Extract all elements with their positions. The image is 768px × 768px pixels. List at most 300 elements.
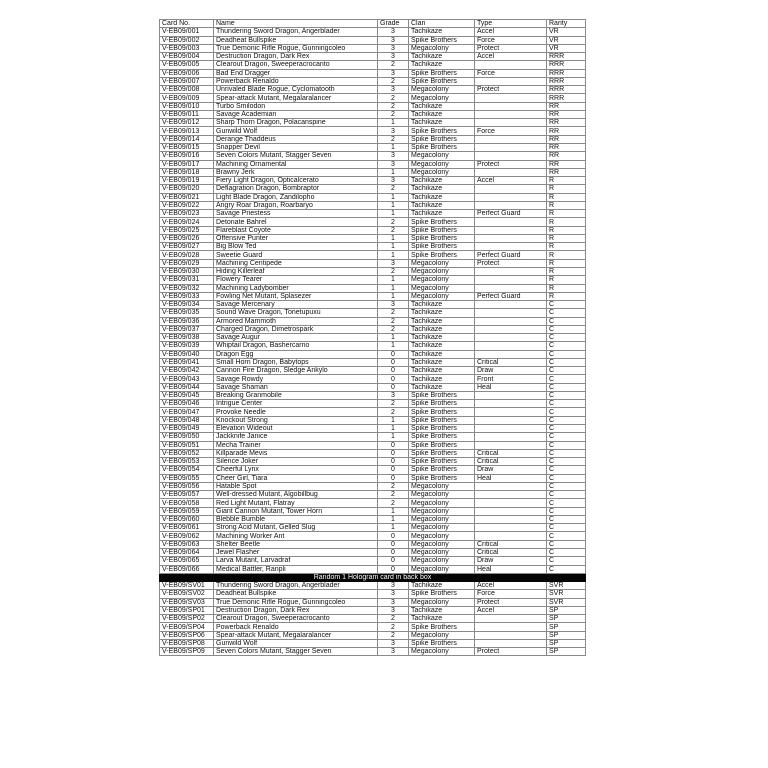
cell-name: Charged Dragon, Dimetrospark bbox=[214, 325, 378, 333]
cell-type bbox=[475, 201, 547, 209]
cell-name: Clearout Dragon, Sweeperacrocanto bbox=[214, 615, 378, 623]
cell-grade: 0 bbox=[378, 474, 409, 482]
cell-name: Shelter Beetle bbox=[214, 540, 378, 548]
cell-type bbox=[475, 631, 547, 639]
table-row bbox=[160, 135, 586, 143]
table-row bbox=[160, 160, 586, 168]
cell-rarity: RR bbox=[547, 168, 586, 176]
cell-card-no: V-EB09/056 bbox=[160, 482, 214, 490]
cell-name: Machining Centipede bbox=[214, 259, 378, 267]
table-row bbox=[160, 383, 586, 391]
table-row bbox=[160, 350, 586, 358]
cell-clan: Megacolony bbox=[409, 292, 475, 300]
cell-type: Critical bbox=[475, 549, 547, 557]
cell-card-no: V-EB09/010 bbox=[160, 102, 214, 110]
cell-grade: 3 bbox=[378, 606, 409, 614]
cell-name: Armored Mammoth bbox=[214, 317, 378, 325]
cell-type: Accel bbox=[475, 177, 547, 185]
cell-card-no: V-EB09/032 bbox=[160, 284, 214, 292]
cell-grade: 3 bbox=[378, 259, 409, 267]
table-row bbox=[160, 623, 586, 631]
cell-name: Clearout Dragon, Sweeperacrocanto bbox=[214, 61, 378, 69]
cell-type: Draw bbox=[475, 557, 547, 565]
cell-card-no: V-EB09/002 bbox=[160, 36, 214, 44]
cell-type: Heal bbox=[475, 565, 547, 573]
cell-name: Thundering Sword Dragon, Angerblader bbox=[214, 28, 378, 36]
cell-grade: 1 bbox=[378, 210, 409, 218]
cell-grade: 1 bbox=[378, 507, 409, 515]
cell-rarity: SP bbox=[547, 639, 586, 647]
cell-type: Critical bbox=[475, 449, 547, 457]
cell-type bbox=[475, 226, 547, 234]
cell-rarity: RR bbox=[547, 160, 586, 168]
cell-name: Small Horn Dragon, Babytops bbox=[214, 358, 378, 366]
cell-card-no: V-EB09/014 bbox=[160, 135, 214, 143]
cell-card-no: V-EB09/058 bbox=[160, 499, 214, 507]
cell-name: Destruction Dragon, Dark Rex bbox=[214, 606, 378, 614]
cell-clan: Spike Brothers bbox=[409, 590, 475, 598]
cell-name: Hatable Spot bbox=[214, 482, 378, 490]
cell-name: Savage Mercenary bbox=[214, 301, 378, 309]
cell-clan: Megacolony bbox=[409, 267, 475, 275]
cell-rarity: C bbox=[547, 466, 586, 474]
cell-type bbox=[475, 416, 547, 424]
cell-rarity: RR bbox=[547, 119, 586, 127]
table-row bbox=[160, 598, 586, 606]
cell-card-no: V-EB09/042 bbox=[160, 367, 214, 375]
cell-grade: 1 bbox=[378, 276, 409, 284]
cell-card-no: V-EB09/036 bbox=[160, 317, 214, 325]
table-row bbox=[160, 474, 586, 482]
cell-name: Brawny Jerk bbox=[214, 168, 378, 176]
table-row bbox=[160, 226, 586, 234]
cell-grade: 2 bbox=[378, 226, 409, 234]
cell-rarity: C bbox=[547, 350, 586, 358]
cell-card-no: V-EB09/023 bbox=[160, 210, 214, 218]
cell-type bbox=[475, 234, 547, 242]
table-row bbox=[160, 549, 586, 557]
table-row bbox=[160, 441, 586, 449]
cell-grade: 0 bbox=[378, 549, 409, 557]
cell-name: Light Blade Dragon, Zandilopho bbox=[214, 193, 378, 201]
cell-type: Force bbox=[475, 36, 547, 44]
cell-card-no: V-EB09/030 bbox=[160, 267, 214, 275]
table-row bbox=[160, 185, 586, 193]
cell-clan: Tachikaze bbox=[409, 177, 475, 185]
cell-name: Detonate Bahrel bbox=[214, 218, 378, 226]
cell-grade: 3 bbox=[378, 639, 409, 647]
cell-type: Critical bbox=[475, 358, 547, 366]
cell-name: Cheer Girl, Tiara bbox=[214, 474, 378, 482]
cell-card-no: V-EB09/053 bbox=[160, 458, 214, 466]
cell-name: Cheerful Lynx bbox=[214, 466, 378, 474]
cell-grade: 0 bbox=[378, 466, 409, 474]
table-row bbox=[160, 86, 586, 94]
cell-clan: Tachikaze bbox=[409, 317, 475, 325]
cell-rarity: C bbox=[547, 367, 586, 375]
cell-rarity: R bbox=[547, 185, 586, 193]
cell-grade: 1 bbox=[378, 251, 409, 259]
cell-rarity: SVR bbox=[547, 598, 586, 606]
table-row bbox=[160, 309, 586, 317]
cell-name: Seven Colors Mutant, Stagger Seven bbox=[214, 648, 378, 656]
cell-rarity: C bbox=[547, 557, 586, 565]
cell-type: Perfect Guard bbox=[475, 210, 547, 218]
cell-grade: 1 bbox=[378, 119, 409, 127]
cell-name: Turbo Smilodon bbox=[214, 102, 378, 110]
cell-card-no: V-EB09/SP06 bbox=[160, 631, 214, 639]
cell-clan: Tachikaze bbox=[409, 28, 475, 36]
table-row bbox=[160, 317, 586, 325]
cell-rarity: R bbox=[547, 292, 586, 300]
card-list-table bbox=[159, 19, 586, 656]
cell-clan: Megacolony bbox=[409, 507, 475, 515]
cell-clan: Spike Brothers bbox=[409, 441, 475, 449]
cell-clan: Spike Brothers bbox=[409, 135, 475, 143]
cell-rarity: RRR bbox=[547, 69, 586, 77]
cell-rarity: RR bbox=[547, 110, 586, 118]
cell-clan: Spike Brothers bbox=[409, 69, 475, 77]
cell-grade: 2 bbox=[378, 317, 409, 325]
cell-card-no: V-EB09/SP01 bbox=[160, 606, 214, 614]
cell-type: Protect bbox=[475, 86, 547, 94]
table-row bbox=[160, 375, 586, 383]
table-row bbox=[160, 367, 586, 375]
cell-clan: Spike Brothers bbox=[409, 36, 475, 44]
cell-grade: 3 bbox=[378, 152, 409, 160]
cell-rarity: RR bbox=[547, 127, 586, 135]
cell-grade: 1 bbox=[378, 292, 409, 300]
cell-name: Savage Rowdy bbox=[214, 375, 378, 383]
cell-card-no: V-EB09/037 bbox=[160, 325, 214, 333]
cell-type: Draw bbox=[475, 367, 547, 375]
cell-type bbox=[475, 317, 547, 325]
table-row bbox=[160, 515, 586, 523]
table-row bbox=[160, 449, 586, 457]
cell-card-no: V-EB09/041 bbox=[160, 358, 214, 366]
cell-name: Powerback Renaldo bbox=[214, 77, 378, 85]
cell-grade: 3 bbox=[378, 582, 409, 590]
cell-rarity: C bbox=[547, 309, 586, 317]
cell-rarity: C bbox=[547, 375, 586, 383]
cell-clan: Spike Brothers bbox=[409, 127, 475, 135]
cell-name: Intrigue Center bbox=[214, 400, 378, 408]
cell-grade: 1 bbox=[378, 425, 409, 433]
table-row bbox=[160, 416, 586, 424]
cell-clan: Megacolony bbox=[409, 565, 475, 573]
cell-rarity: C bbox=[547, 408, 586, 416]
cell-grade: 3 bbox=[378, 44, 409, 52]
cell-card-no: V-EB09/050 bbox=[160, 433, 214, 441]
cell-grade: 1 bbox=[378, 234, 409, 242]
cell-type: Accel bbox=[475, 28, 547, 36]
cell-grade: 2 bbox=[378, 110, 409, 118]
table-row bbox=[160, 358, 586, 366]
cell-clan: Spike Brothers bbox=[409, 408, 475, 416]
cell-rarity: R bbox=[547, 259, 586, 267]
cell-rarity: SVR bbox=[547, 582, 586, 590]
cell-card-no: V-EB09/060 bbox=[160, 515, 214, 523]
cell-type bbox=[475, 119, 547, 127]
cell-clan: Tachikaze bbox=[409, 119, 475, 127]
cell-clan: Tachikaze bbox=[409, 193, 475, 201]
table-row bbox=[160, 127, 586, 135]
cell-clan: Tachikaze bbox=[409, 358, 475, 366]
cell-card-no: V-EB09/048 bbox=[160, 416, 214, 424]
cell-type bbox=[475, 218, 547, 226]
cell-grade: 0 bbox=[378, 350, 409, 358]
table-row bbox=[160, 606, 586, 614]
cell-name: Gunwild Wolf bbox=[214, 639, 378, 647]
cell-clan: Spike Brothers bbox=[409, 243, 475, 251]
cell-card-no: V-EB09/017 bbox=[160, 160, 214, 168]
table-row bbox=[160, 648, 586, 656]
table-row bbox=[160, 267, 586, 275]
cell-clan: Megacolony bbox=[409, 284, 475, 292]
cell-clan: Megacolony bbox=[409, 86, 475, 94]
cell-type bbox=[475, 400, 547, 408]
header-type: Type bbox=[475, 20, 547, 28]
cell-clan: Tachikaze bbox=[409, 615, 475, 623]
cell-name: Offensive Punter bbox=[214, 234, 378, 242]
cell-name: Savage Academian bbox=[214, 110, 378, 118]
cell-rarity: C bbox=[547, 425, 586, 433]
cell-card-no: V-EB09/027 bbox=[160, 243, 214, 251]
cell-type: Perfect Guard bbox=[475, 251, 547, 259]
cell-grade: 0 bbox=[378, 458, 409, 466]
cell-rarity: R bbox=[547, 177, 586, 185]
cell-grade: 3 bbox=[378, 301, 409, 309]
table-row bbox=[160, 69, 586, 77]
cell-grade: 3 bbox=[378, 590, 409, 598]
cell-grade: 1 bbox=[378, 342, 409, 350]
cell-name: Bad End Dragger bbox=[214, 69, 378, 77]
cell-name: Sound Wave Dragon, Tonetupuxu bbox=[214, 309, 378, 317]
cell-grade: 2 bbox=[378, 408, 409, 416]
table-row bbox=[160, 234, 586, 242]
cell-card-no: V-EB09/004 bbox=[160, 53, 214, 61]
cell-rarity: C bbox=[547, 515, 586, 523]
cell-rarity: C bbox=[547, 334, 586, 342]
cell-type: Protect bbox=[475, 160, 547, 168]
cell-rarity: R bbox=[547, 218, 586, 226]
cell-clan: Megacolony bbox=[409, 259, 475, 267]
cell-type: Heal bbox=[475, 383, 547, 391]
cell-clan: Megacolony bbox=[409, 631, 475, 639]
cell-clan: Megacolony bbox=[409, 152, 475, 160]
cell-type bbox=[475, 350, 547, 358]
table-row bbox=[160, 466, 586, 474]
cell-type: Protect bbox=[475, 44, 547, 52]
cell-clan: Tachikaze bbox=[409, 367, 475, 375]
cell-name: Cannon Fire Dragon, Sledge Ankylo bbox=[214, 367, 378, 375]
cell-rarity: R bbox=[547, 234, 586, 242]
banner-section bbox=[160, 573, 586, 581]
table-row bbox=[160, 391, 586, 399]
cell-card-no: V-EB09/025 bbox=[160, 226, 214, 234]
cell-clan: Tachikaze bbox=[409, 309, 475, 317]
cell-rarity: C bbox=[547, 441, 586, 449]
cell-card-no: V-EB09/034 bbox=[160, 301, 214, 309]
main-card-rows bbox=[160, 28, 586, 574]
cell-clan: Megacolony bbox=[409, 44, 475, 52]
cell-type bbox=[475, 615, 547, 623]
cell-rarity: C bbox=[547, 342, 586, 350]
cell-grade: 2 bbox=[378, 491, 409, 499]
cell-card-no: V-EB09/026 bbox=[160, 234, 214, 242]
cell-card-no: V-EB09/049 bbox=[160, 425, 214, 433]
cell-grade: 0 bbox=[378, 565, 409, 573]
cell-clan: Megacolony bbox=[409, 168, 475, 176]
cell-card-no: V-EB09/SP04 bbox=[160, 623, 214, 631]
cell-type bbox=[475, 168, 547, 176]
table-row bbox=[160, 631, 586, 639]
cell-clan: Spike Brothers bbox=[409, 234, 475, 242]
cell-type bbox=[475, 152, 547, 160]
cell-grade: 0 bbox=[378, 557, 409, 565]
cell-rarity: C bbox=[547, 507, 586, 515]
cell-name: Machining Worker Ant bbox=[214, 532, 378, 540]
header-rarity: Rarity bbox=[547, 20, 586, 28]
cell-card-no: V-EB09/047 bbox=[160, 408, 214, 416]
header-clan: Clan bbox=[409, 20, 475, 28]
cell-rarity: C bbox=[547, 524, 586, 532]
table-row bbox=[160, 400, 586, 408]
cell-type bbox=[475, 243, 547, 251]
cell-name: Savage Augur bbox=[214, 334, 378, 342]
table-row bbox=[160, 565, 586, 573]
cell-name: Breaking Granmobile bbox=[214, 391, 378, 399]
cell-rarity: C bbox=[547, 400, 586, 408]
cell-grade: 0 bbox=[378, 540, 409, 548]
cell-type bbox=[475, 391, 547, 399]
cell-type bbox=[475, 524, 547, 532]
table-row bbox=[160, 276, 586, 284]
cell-grade: 1 bbox=[378, 193, 409, 201]
cell-rarity: R bbox=[547, 201, 586, 209]
cell-card-no: V-EB09/009 bbox=[160, 94, 214, 102]
table-row bbox=[160, 491, 586, 499]
cell-clan: Tachikaze bbox=[409, 582, 475, 590]
cell-name: Killparade Mevis bbox=[214, 449, 378, 457]
cell-clan: Megacolony bbox=[409, 549, 475, 557]
cell-name: Strong Acid Mutant, Gelled Slug bbox=[214, 524, 378, 532]
table-row bbox=[160, 433, 586, 441]
table-row bbox=[160, 458, 586, 466]
cell-type bbox=[475, 193, 547, 201]
cell-rarity: R bbox=[547, 243, 586, 251]
table-row bbox=[160, 342, 586, 350]
cell-type bbox=[475, 61, 547, 69]
table-row bbox=[160, 639, 586, 647]
cell-grade: 1 bbox=[378, 168, 409, 176]
cell-card-no: V-EB09/020 bbox=[160, 185, 214, 193]
cell-card-no: V-EB09/063 bbox=[160, 540, 214, 548]
cell-type: Perfect Guard bbox=[475, 292, 547, 300]
cell-grade: 3 bbox=[378, 648, 409, 656]
cell-name: Machining Ladybomber bbox=[214, 284, 378, 292]
cell-grade: 3 bbox=[378, 160, 409, 168]
cell-type bbox=[475, 507, 547, 515]
table-row bbox=[160, 540, 586, 548]
cell-name: Unrivaled Blade Rogue, Cyclomatooth bbox=[214, 86, 378, 94]
table-row bbox=[160, 119, 586, 127]
cell-grade: 3 bbox=[378, 69, 409, 77]
cell-rarity: RR bbox=[547, 152, 586, 160]
cell-clan: Spike Brothers bbox=[409, 639, 475, 647]
cell-clan: Megacolony bbox=[409, 160, 475, 168]
cell-grade: 2 bbox=[378, 309, 409, 317]
cell-name: Flowery Tearer bbox=[214, 276, 378, 284]
cell-card-no: V-EB09/SP08 bbox=[160, 639, 214, 647]
cell-rarity: RRR bbox=[547, 94, 586, 102]
cell-clan: Spike Brothers bbox=[409, 251, 475, 259]
cell-clan: Tachikaze bbox=[409, 350, 475, 358]
cell-card-no: V-EB09/031 bbox=[160, 276, 214, 284]
cell-name: Well-dressed Mutant, Algobillbug bbox=[214, 491, 378, 499]
cell-clan: Spike Brothers bbox=[409, 474, 475, 482]
table-row bbox=[160, 425, 586, 433]
cell-card-no: V-EB09/007 bbox=[160, 77, 214, 85]
cell-clan: Spike Brothers bbox=[409, 77, 475, 85]
cell-name: Sweetie Guard bbox=[214, 251, 378, 259]
cell-rarity: SVR bbox=[547, 590, 586, 598]
cell-type bbox=[475, 441, 547, 449]
header-card-no: Card No. bbox=[160, 20, 214, 28]
cell-card-no: V-EB09/SV02 bbox=[160, 590, 214, 598]
cell-rarity: C bbox=[547, 565, 586, 573]
cell-card-no: V-EB09/066 bbox=[160, 565, 214, 573]
cell-clan: Spike Brothers bbox=[409, 218, 475, 226]
cell-grade: 3 bbox=[378, 28, 409, 36]
cell-type bbox=[475, 325, 547, 333]
cell-type bbox=[475, 284, 547, 292]
cell-name: Fiery Light Dragon, Opticalcerato bbox=[214, 177, 378, 185]
cell-card-no: V-EB09/028 bbox=[160, 251, 214, 259]
cell-type bbox=[475, 482, 547, 490]
cell-name: Snapper Devil bbox=[214, 143, 378, 151]
cell-name: Machining Ornamental bbox=[214, 160, 378, 168]
cell-type bbox=[475, 309, 547, 317]
cell-rarity: C bbox=[547, 532, 586, 540]
cell-card-no: V-EB09/SV01 bbox=[160, 582, 214, 590]
cell-type bbox=[475, 143, 547, 151]
cell-rarity: VR bbox=[547, 28, 586, 36]
cell-card-no: V-EB09/005 bbox=[160, 61, 214, 69]
cell-card-no: V-EB09/019 bbox=[160, 177, 214, 185]
header-row bbox=[160, 20, 586, 28]
table-row bbox=[160, 325, 586, 333]
cell-type bbox=[475, 102, 547, 110]
cell-rarity: C bbox=[547, 482, 586, 490]
cell-card-no: V-EB09/016 bbox=[160, 152, 214, 160]
cell-type bbox=[475, 425, 547, 433]
cell-rarity: C bbox=[547, 383, 586, 391]
cell-card-no: V-EB09/011 bbox=[160, 110, 214, 118]
cell-card-no: V-EB09/035 bbox=[160, 309, 214, 317]
cell-card-no: V-EB09/057 bbox=[160, 491, 214, 499]
cell-grade: 2 bbox=[378, 77, 409, 85]
cell-name: Dragon Egg bbox=[214, 350, 378, 358]
table-row bbox=[160, 152, 586, 160]
cell-name: Mecha Trainer bbox=[214, 441, 378, 449]
cell-card-no: V-EB09/055 bbox=[160, 474, 214, 482]
cell-grade: 3 bbox=[378, 36, 409, 44]
cell-grade: 3 bbox=[378, 127, 409, 135]
cell-grade: 0 bbox=[378, 375, 409, 383]
cell-name: Spear-attack Mutant, Megalaralancer bbox=[214, 631, 378, 639]
cell-rarity: C bbox=[547, 474, 586, 482]
